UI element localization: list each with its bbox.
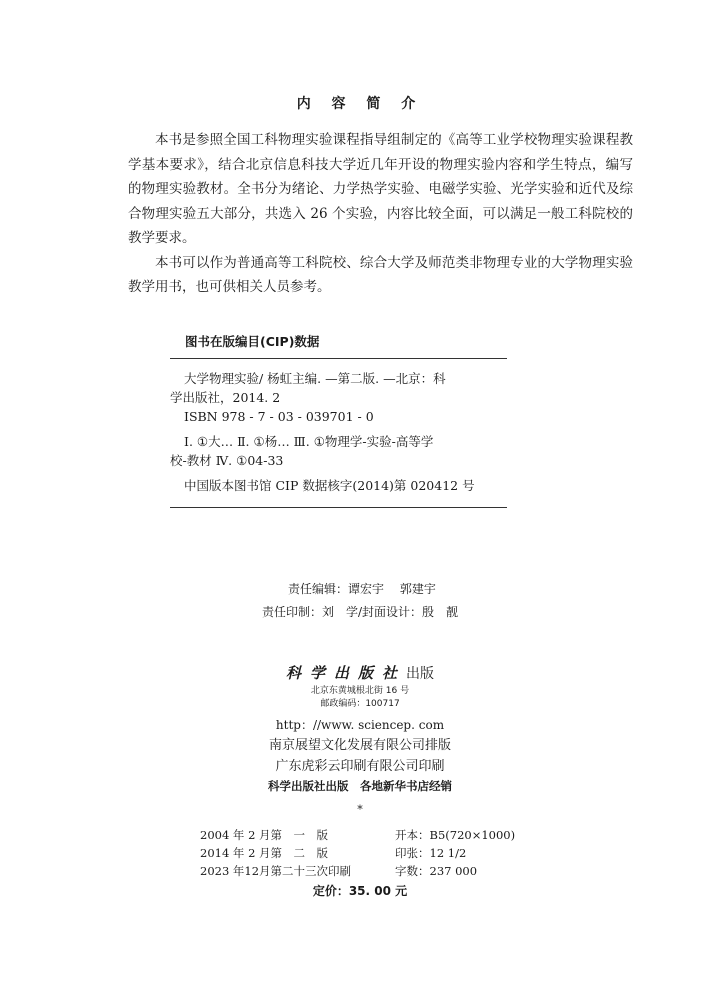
edition-date: 2004 年 2 月第 一 版 bbox=[200, 828, 329, 842]
typesetter: 南京展望文化发展有限公司排版 bbox=[268, 738, 451, 753]
edition-row bbox=[200, 826, 530, 844]
printing-and-cover-design: 责任印制：刘 学/封面设计：殷 靓 bbox=[262, 605, 459, 619]
cip-isbn: ISBN 978 - 7 - 03 - 039701 - 0 bbox=[184, 409, 374, 424]
cip-title-line: 大学物理实验/ 杨虹主编. —第二版. —北京：科 bbox=[184, 371, 446, 386]
publisher-url: http：//www. sciencep. com bbox=[275, 718, 445, 732]
edition-date: 2023 年12月第二十三次印刷 bbox=[200, 864, 352, 878]
edition-row bbox=[200, 862, 530, 880]
publisher-suffix: 出版 bbox=[406, 666, 434, 682]
separator-star: * bbox=[357, 803, 363, 816]
cip-classification-line-1: Ⅰ. ①大… Ⅱ. ①杨… Ⅲ. ①物理学-实验-高等学 bbox=[184, 434, 434, 449]
price: 定价：35. 00 元 bbox=[312, 884, 408, 898]
publisher-logo: 科学出版社 bbox=[285, 664, 406, 682]
publisher-address: 北京东黄城根北街 16 号 bbox=[310, 686, 410, 696]
edition-spec: 字数：237 000 bbox=[395, 864, 478, 878]
publisher-postcode: 邮政编码：100717 bbox=[320, 699, 400, 709]
printer: 广东虎彩云印刷有限公司印刷 bbox=[275, 759, 445, 774]
cip-block bbox=[170, 369, 510, 495]
intro-paragraph-2: 本书可以作为普通高等工科院校、综合大学及师范类非物理专业的大学物理实验教学用书，也可供相关人员参考。 bbox=[128, 254, 633, 295]
edition-info bbox=[200, 826, 530, 880]
publisher-block bbox=[0, 661, 720, 818]
staff-credits bbox=[0, 578, 720, 624]
responsible-editors: 责任编辑：谭宏宇 郭建宇 bbox=[288, 582, 436, 596]
distribution: 科学出版社出版 各地新华书店经销 bbox=[268, 779, 452, 793]
edition-spec: 印张：12 1/2 bbox=[395, 846, 467, 860]
cip-top-rule bbox=[170, 358, 507, 359]
cip-publisher-line: 学出版社，2014. 2 bbox=[170, 390, 281, 405]
edition-spec: 开本：B5(720×1000) bbox=[395, 828, 516, 842]
cip-record-number: 中国版本图书馆 CIP 数据核字(2014)第 020412 号 bbox=[184, 478, 475, 493]
cip-heading: 图书在版编目(CIP)数据 bbox=[185, 334, 320, 349]
intro-title: 内 容 简 介 bbox=[296, 96, 424, 112]
edition-date: 2014 年 2 月第 二 版 bbox=[200, 846, 329, 860]
intro-paragraph-1: 本书是参照全国工科物理实验课程指导组制定的《高等工业学校物理实验课程教学基本要求》，结合北京信息科技大学近几年开设的物理实验内容和学生特点，编写的物理实验教材。全书分为绪论、力学热学实验、电磁学实验、光学实验和近代及综合物理实验五大部分，共选入 26 个实验，内容比较全面，可以满足一般工科院校的教学要求。 bbox=[128, 132, 633, 246]
publisher-logo-row bbox=[0, 661, 720, 685]
intro-body bbox=[128, 128, 633, 300]
edition-row bbox=[200, 844, 530, 862]
cip-bottom-rule bbox=[170, 507, 507, 508]
cip-classification-line-2: 校-教材 Ⅳ. ①04-33 bbox=[170, 453, 284, 468]
